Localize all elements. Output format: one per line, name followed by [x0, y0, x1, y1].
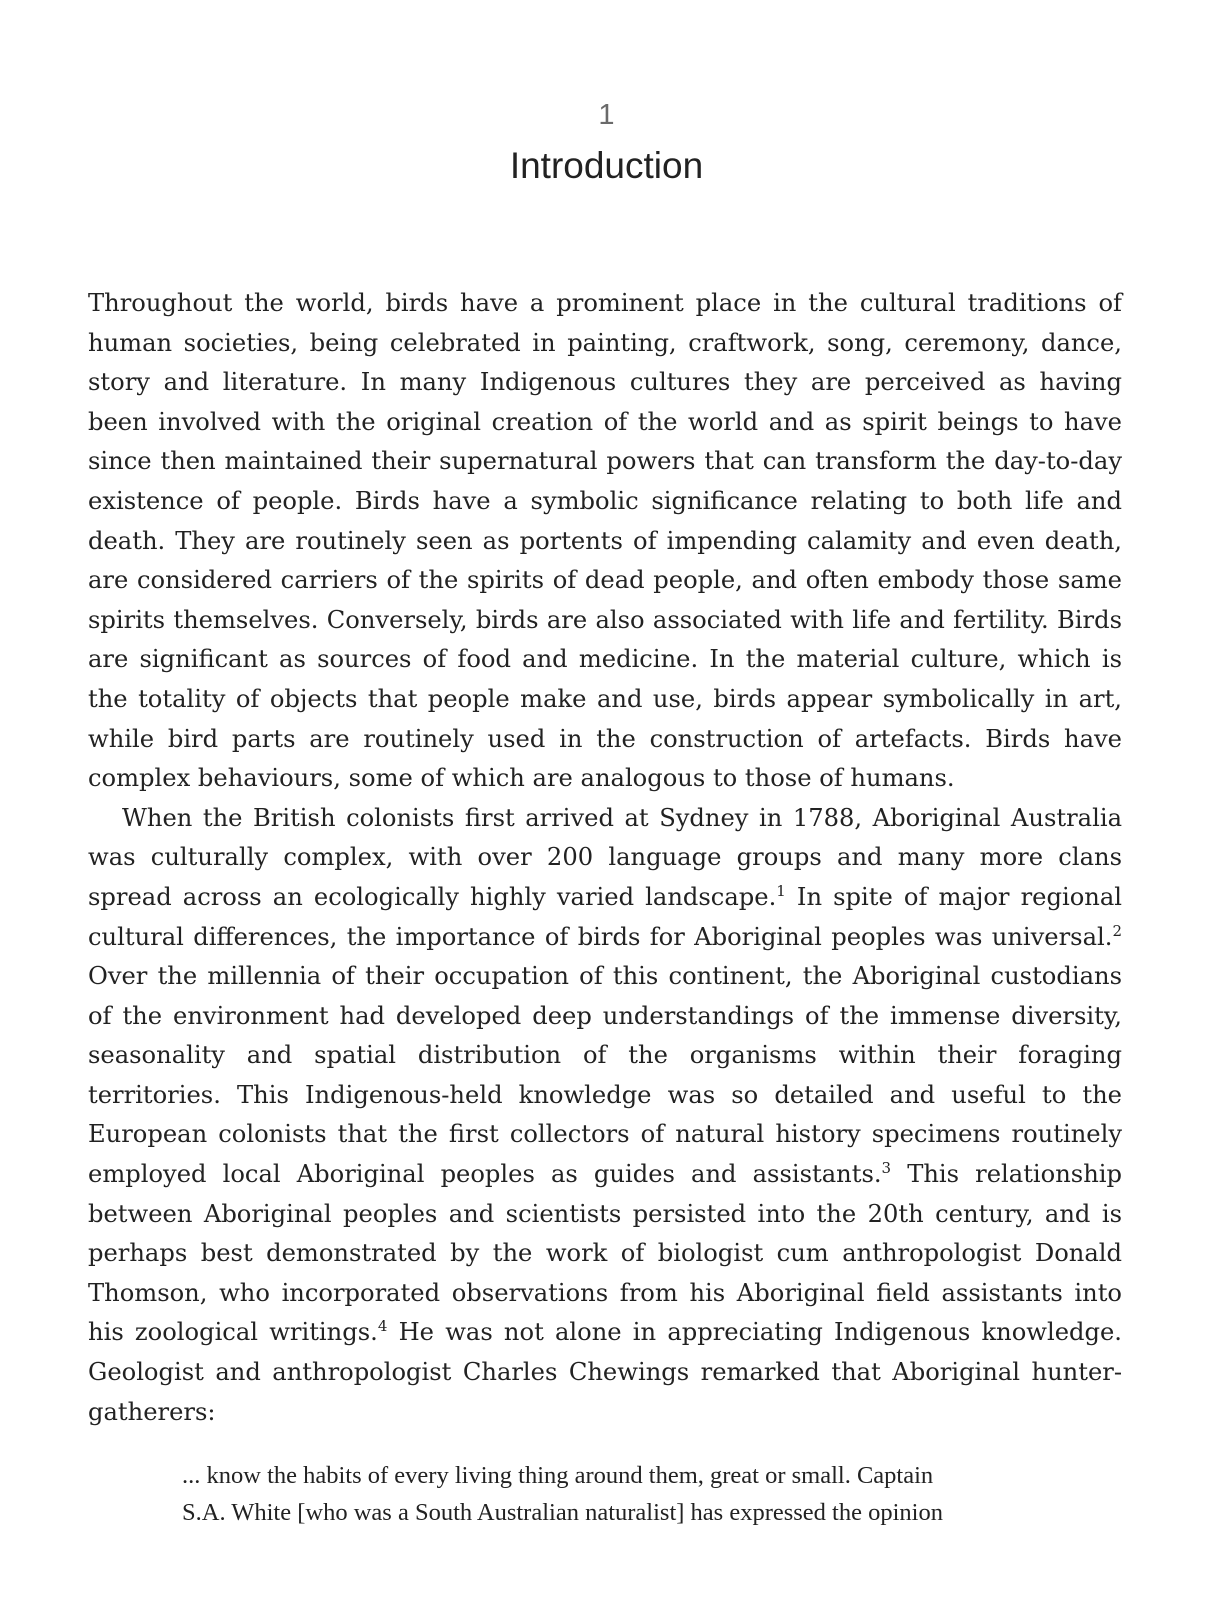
paragraph-2-text-b: In spite of major regional cultural differences, the importance of birds for Aboriginal peoples was universal.: [88, 882, 1122, 951]
quote-line-1: ... know the habits of every living thing around them, great or small. Captain: [182, 1462, 934, 1489]
chapter-body: [88, 284, 1122, 1432]
footnote-ref-1[interactable]: 1: [776, 881, 786, 900]
footnote-ref-4[interactable]: 4: [377, 1317, 388, 1336]
paragraph-2: [88, 799, 1122, 1433]
paragraph-2-text-c: Over the millennia of their occupation of this continent, the Aboriginal custodians of the environment had developed deep understandings of the immense diversity, seasonality and spatial distribution of the organisms within their foraging territories. This Indigenous-held knowledge was so detailed and useful to the European colonists that the first collectors of natural history specimens routinely employed local Aboriginal peoples as guides and assistants.: [88, 962, 1122, 1189]
paragraph-1: [88, 284, 1122, 799]
footnote-ref-3[interactable]: 3: [881, 1159, 892, 1177]
quote-line-2: S.A. White [who was a South Australian naturalist] has expressed the opinion: [182, 1499, 943, 1526]
chapter-number: 1: [598, 99, 615, 131]
chapter-title: Introduction: [509, 145, 704, 186]
block-quote: [182, 1457, 1062, 1531]
paragraph-2-text-e: He was not alone in appreciating Indigenous knowledge. Geologist and anthropologist Charles Chewings remarked that Aboriginal hunter-gatherers:: [88, 1318, 1122, 1426]
paragraph-2-text-d: This relationship between Aboriginal peoples and scientists persisted into the 20th century, and is perhaps best demonstrated by the work of biologist cum anthropologist Donald Thomson, who incorporated observations from his Aboriginal field assistants into his zoological writings.: [88, 1160, 1122, 1347]
footnote-ref-2[interactable]: 2: [1112, 921, 1122, 940]
paragraph-1-text: Throughout the world, birds have a prominent place in the cultural traditions of human societies, being celebrated in painting, craftwork, song, ceremony, dance, story and literature. In many Indigenous cultures they are perceived as having been involved with the original creation of the world and as spirit beings to have since then maintained their supernatural powers that can transform the day-to-day existence of people. Birds have a symbolic significance relating to both life and death. They are routinely seen as portents of impending calamity and even death, are considered carriers of the spirits of dead people, and often embody those same spirits themselves. Conversely, birds are also associated with life and fertility. Birds are significant as sources of food and medicine. In the material culture, which is the totality of objects that people make and use, birds appear symbolically in art, while bird parts are routinely used in the construction of artefacts. Birds have complex behaviours, some of which are analogous to those of humans.: [88, 289, 1122, 793]
paragraph-2-text-a: When the British colonists first arrived at Sydney in 1788, Aboriginal Australia was culturally complex, with over 200 language groups and many more clans spread across an ecologically highly varied landscape.: [88, 803, 1122, 911]
